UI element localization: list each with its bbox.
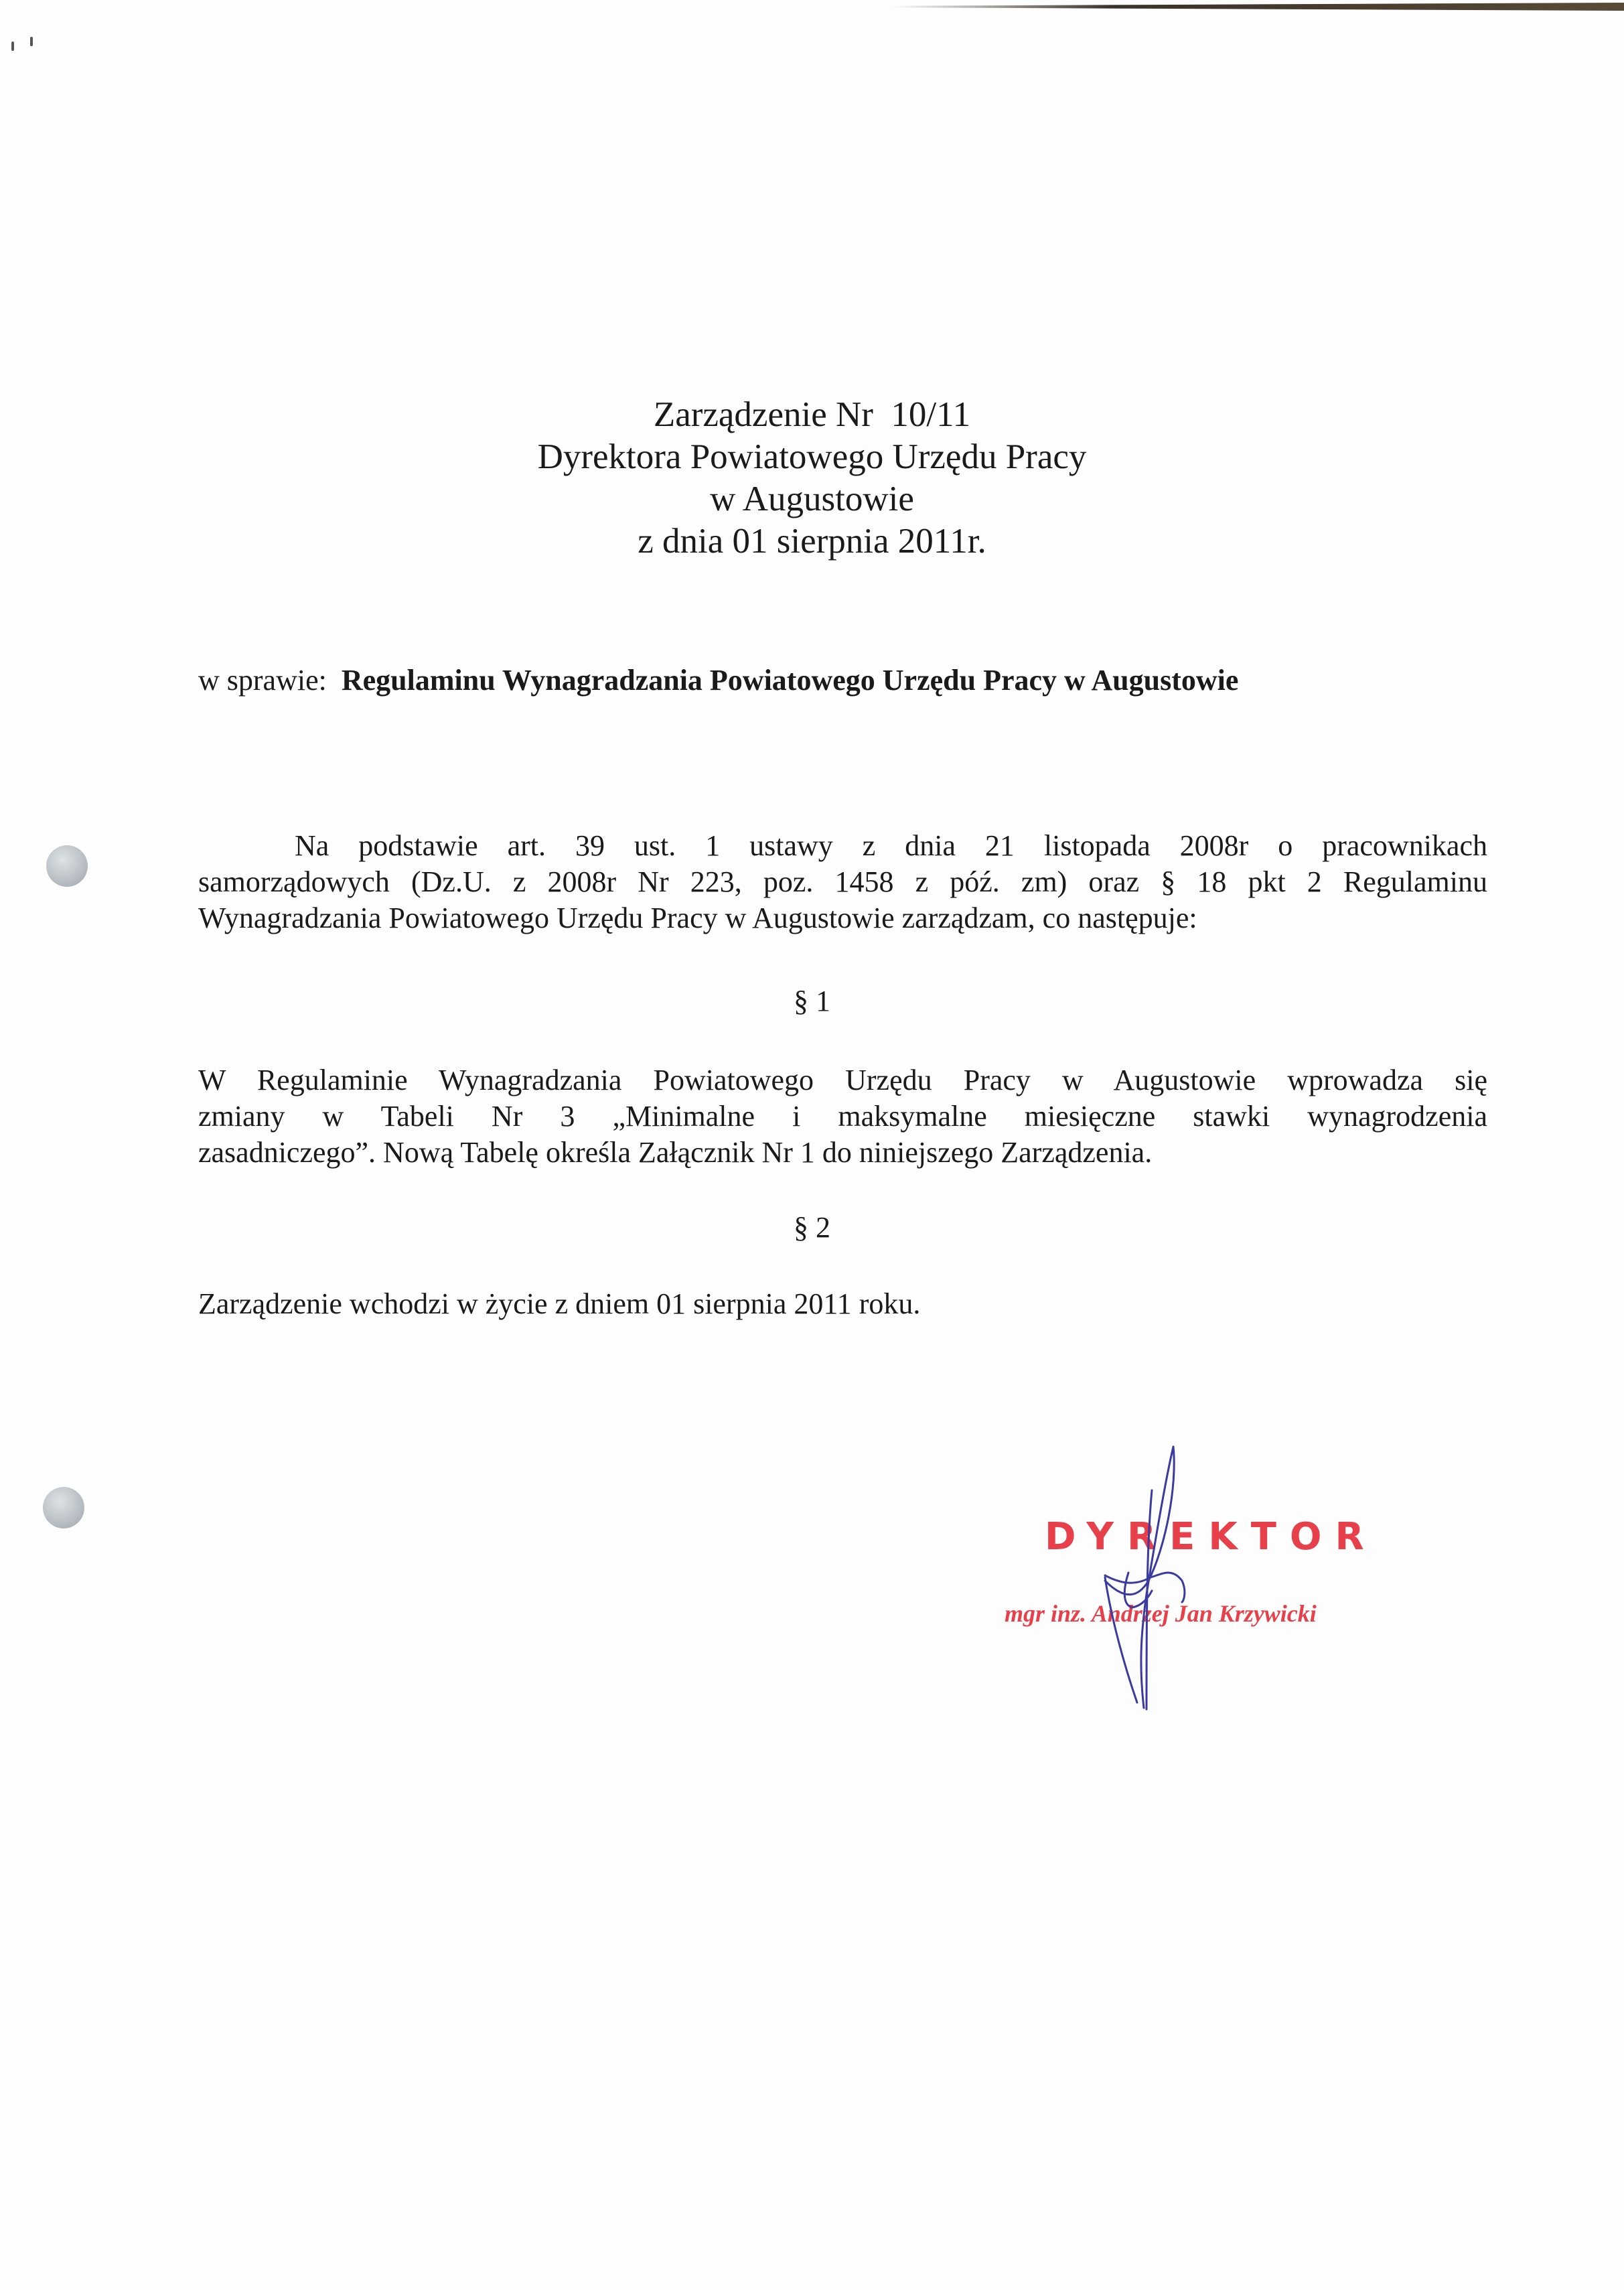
header-location: w Augustowie xyxy=(710,480,914,518)
signature-stroke xyxy=(1147,1490,1152,1709)
subject-title: Regulaminu Wynagradzania Powiatowego Urzędu Pracy w Augustowie xyxy=(341,664,1239,697)
director-stamp-title: DYREKTOR xyxy=(1045,1515,1378,1559)
preamble-line: samorządowych (Dz.U. z 2008r Nr 223, poz. 1458 z póź. zm) oraz § 18 pkt 2 Regulaminu xyxy=(198,865,1487,898)
section-2-text: Zarządzenie wchodzi w życie z dniem 01 sierpnia 2011 roku. xyxy=(198,1287,921,1320)
document-header xyxy=(0,394,1624,563)
director-stamp-name: mgr inz. Andrzej Jan Krzywicki xyxy=(1005,1600,1317,1627)
section-1-line: zasadniczego”. Nową Tabelę określa Załącznik Nr 1 do niniejszego Zarządzenia. xyxy=(198,1136,1153,1169)
handwritten-signature xyxy=(971,1427,1373,1728)
scan-speck xyxy=(30,37,33,46)
section-1-line: zmiany w Tabeli Nr 3 „Minimalne i maksymalne miesięczne stawki wynagrodzenia xyxy=(198,1100,1487,1133)
section-1-paragraph xyxy=(198,1062,1487,1171)
section-1-line: W Regulaminie Wynagradzania Powiatowego Urzędu Pracy w Augustowie wprowadza się xyxy=(198,1064,1487,1096)
section-1-heading: § 1 xyxy=(794,985,830,1017)
scan-edge-artifact xyxy=(891,3,1624,11)
signature-stroke xyxy=(1105,1577,1137,1703)
punch-hole xyxy=(46,845,88,887)
preamble-line: Na podstawie art. 39 ust. 1 ustawy z dnia 21 listopada 2008r o pracownikach xyxy=(295,829,1487,862)
scan-speck xyxy=(11,42,14,51)
subject-line xyxy=(198,662,1238,699)
subject-label: w sprawie: xyxy=(198,664,327,697)
section-2-heading: § 2 xyxy=(794,1211,830,1244)
header-title: Zarządzenie Nr 10/11 xyxy=(653,395,971,434)
preamble-paragraph xyxy=(198,828,1487,936)
header-issuer: Dyrektora Powiatowego Urzędu Pracy xyxy=(537,437,1087,476)
header-date: z dnia 01 sierpnia 2011r. xyxy=(638,522,986,561)
punch-hole xyxy=(43,1487,84,1528)
preamble-line: Wynagradzania Powiatowego Urzędu Pracy w Augustowie zarządzam, co następuje: xyxy=(198,902,1197,934)
section-2-paragraph xyxy=(198,1286,1487,1322)
